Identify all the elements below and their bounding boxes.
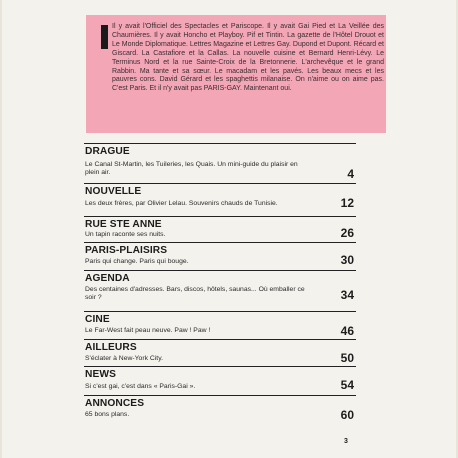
entry-page-number: 54 — [340, 378, 354, 392]
intro-box — [86, 15, 386, 133]
entry-title: NOUVELLE — [85, 186, 142, 197]
entry-title: AGENDA — [85, 273, 130, 284]
entry-description: Les deux frères, par Olivier Lelau. Souvenirs chauds de Tunisie. — [85, 200, 278, 207]
intro-marker-bar — [101, 25, 108, 49]
entry-page-number: 4 — [347, 167, 354, 181]
entry-title: ANNONCES — [85, 398, 145, 409]
entry-description: 65 bons plans. — [85, 411, 130, 418]
entry-title: NEWS — [85, 369, 116, 380]
entry-description: Paris qui change. Paris qui bouge. — [85, 258, 189, 265]
entry-page-number: 12 — [340, 196, 354, 210]
toc-entry-annonces — [84, 395, 356, 425]
intro-text: Il y avait l'Officiel des Spectacles et Pariscope. Il y avait Gai Pied et La Veillée des Chaumières. Il y avait Honcho et Playboy. Pif et Tintin. La gazette de l'Hôtel Drouot et Le Monde Diplomatique. Lettres Magazine et Lettres Gay. Dupond et Dupont. Récard et Giscard. La Castafiore et la Callas. La nouvelle cuisine et Bernard Henri-Lévy. Le Terminus Nord et la rue Sainte-Croix de la Bretonnerie. L'archevêque et le grand Rabbin. Ma tante et sa sœur. Le macadam et les pavés. Les beaux mecs et les pauvres cons. David Gérard et les spaghettis milanaise. On n'aime ou on aime pas. C'est Paris. Et il n'y avait pas PARIS-GAY. Maintenant oui. — [112, 23, 384, 93]
toc-entry-agenda — [84, 270, 356, 311]
entry-page-number: 26 — [340, 226, 354, 240]
toc-entry-ailleurs — [84, 339, 356, 366]
entry-title: PARIS-PLAISIRS — [85, 245, 168, 256]
page-folio: 3 — [344, 438, 348, 445]
entry-title: RUE STE ANNE — [85, 219, 162, 230]
toc-entry-cine — [84, 311, 356, 339]
entry-description: Si c'est gai, c'est dans « Paris-Gai ». — [85, 383, 196, 390]
toc-entry-rue-ste-anne — [84, 216, 356, 242]
entry-title: AILLEURS — [85, 342, 137, 353]
entry-description: Le Far-West fait peau neuve. Paw ! Paw ! — [85, 327, 211, 334]
table-of-contents — [84, 143, 356, 425]
entry-description: S'éclater à New-York City. — [85, 355, 163, 362]
toc-entry-news — [84, 366, 356, 395]
entry-page-number: 46 — [340, 324, 354, 338]
entry-page-number: 50 — [340, 351, 354, 365]
entry-title: DRAGUE — [85, 146, 130, 157]
entry-title: CINE — [85, 314, 110, 325]
toc-entry-drague — [84, 143, 356, 183]
toc-entry-nouvelle — [84, 183, 356, 216]
entry-page-number: 30 — [340, 253, 354, 267]
entry-page-number: 60 — [340, 408, 354, 422]
toc-entry-paris-plaisirs — [84, 242, 356, 270]
entry-page-number: 34 — [340, 288, 354, 302]
entry-description: Le Canal St-Martin, les Tuileries, les Quais. Un mini-guide du plaisir en plein air. — [85, 161, 298, 176]
entry-description: Des centaines d'adresses. Bars, discos, hôtels, saunas... Où emballer ce soir ? — [85, 286, 305, 301]
entry-description: Un tapin raconte ses nuits. — [85, 231, 166, 238]
